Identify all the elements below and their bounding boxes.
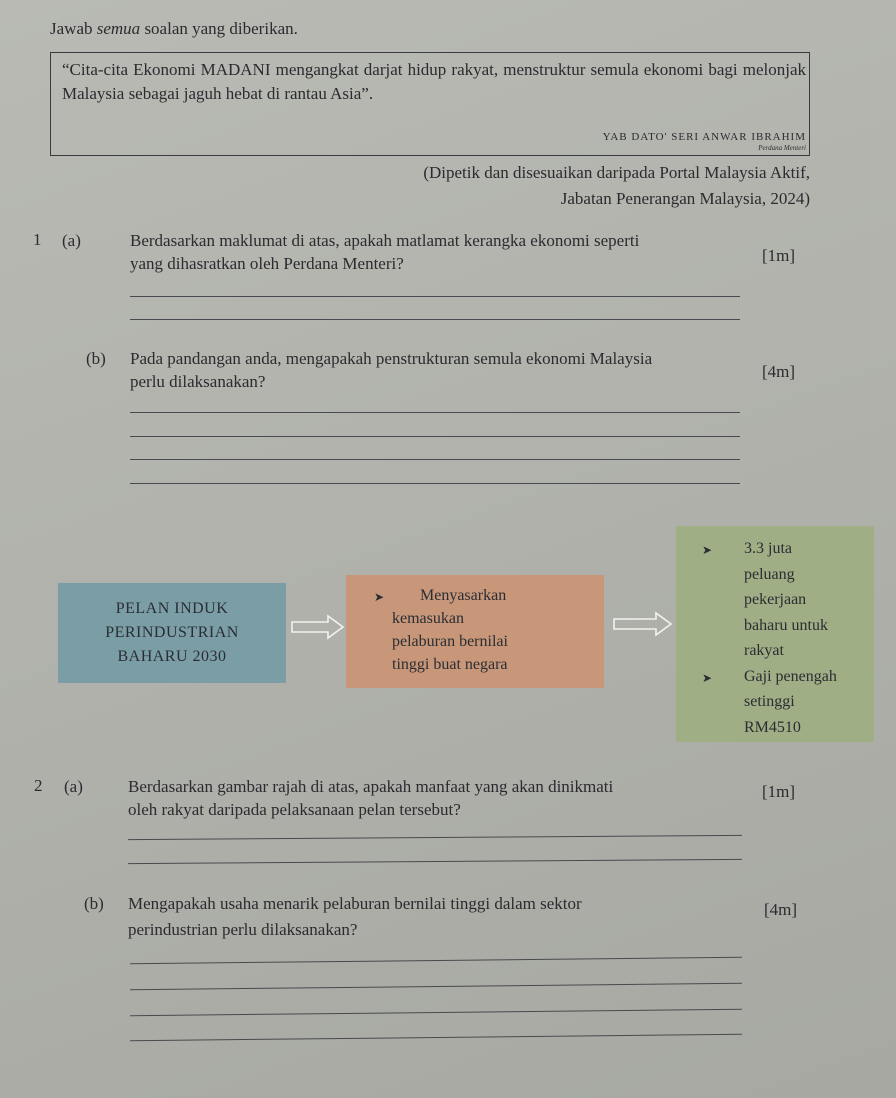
instruction-emphasis: semua — [96, 19, 141, 38]
answer-line[interactable] — [130, 983, 742, 990]
arrowhead-bullet-icon: ➤ — [702, 543, 713, 557]
source-line-2: Jabatan Penerangan Malaysia, 2024) — [560, 189, 810, 208]
answer-line[interactable] — [130, 483, 740, 484]
instruction-text: Jawab semua soalan yang diberikan. — [50, 19, 298, 38]
question-2-number: 2 — [34, 776, 43, 795]
question-1b-line-2: perlu dilaksanakan? — [130, 372, 266, 391]
diagram-box-plan — [58, 583, 286, 683]
answer-line[interactable] — [130, 296, 740, 297]
diagram-benefit-line: 3.3 juta — [744, 540, 792, 557]
diagram-benefit-line: RM4510 — [744, 718, 801, 736]
diagram-box-target-line: Menyasarkan — [420, 587, 507, 604]
answer-line[interactable] — [130, 319, 740, 320]
flow-arrow-icon — [612, 611, 674, 637]
diagram-benefit-line: Gaji penengah — [744, 667, 837, 685]
answer-line[interactable] — [128, 859, 742, 864]
question-1a-line-2: yang dihasratkan oleh Perdana Menteri? — [130, 254, 404, 273]
question-1a-marks: [1m] — [762, 246, 796, 265]
diagram-benefit-line: setinggi — [744, 693, 795, 710]
question-1b-marks: [4m] — [762, 362, 796, 381]
diagram-box-target-line: pelaburan bernilai — [392, 633, 508, 650]
question-1a-line-1: Berdasarkan maklumat di atas, apakah matlamat kerangka ekonomi seperti — [130, 231, 640, 250]
quote-author-title: Perdana Menteri — [758, 144, 806, 152]
question-2a-line-1: Berdasarkan gambar rajah di atas, apakah manfaat yang akan dinikmati — [128, 777, 614, 796]
answer-line[interactable] — [130, 1009, 742, 1016]
answer-line[interactable] — [128, 835, 742, 840]
flow-arrow-icon — [290, 614, 346, 640]
diagram-box-target — [346, 575, 604, 688]
quote-text: “Cita-cita Ekonomi MADANI mengangkat darjat hidup rakyat, menstruktur semula ekonomi bagi melonjak Malaysia sebagai jaguh hebat di rantau Asia”. — [62, 60, 806, 103]
answer-line[interactable] — [130, 459, 740, 460]
answer-line[interactable] — [130, 957, 742, 964]
diagram-box-plan-line: PERINDUSTRIAN — [105, 624, 239, 641]
answer-line[interactable] — [130, 412, 740, 413]
diagram-box-benefits — [676, 526, 874, 742]
quote-author: YAB DATO' SERI ANWAR IBRAHIM — [602, 131, 806, 143]
question-2b-label: (b) — [84, 894, 104, 913]
question-1b-label: (b) — [86, 349, 106, 368]
arrowhead-bullet-icon: ➤ — [702, 671, 713, 685]
answer-line[interactable] — [130, 436, 740, 437]
question-1-number: 1 — [33, 230, 42, 249]
question-1b-line-1: Pada pandangan anda, mengapakah penstrukturan semula ekonomi Malaysia — [130, 349, 653, 368]
question-2a-line-2: oleh rakyat daripada pelaksanaan pelan tersebut? — [128, 800, 461, 819]
source-line-1: (Dipetik dan disesuaikan daripada Portal Malaysia Aktif, — [423, 163, 810, 182]
question-2a-marks: [1m] — [762, 782, 796, 801]
diagram-box-target-line: kemasukan — [392, 610, 464, 627]
diagram-benefit-line: rakyat — [744, 642, 784, 659]
question-2a-label: (a) — [64, 777, 83, 796]
answer-line[interactable] — [130, 1034, 742, 1041]
question-2b-line-2: perindustrian perlu dilaksanakan? — [128, 920, 358, 939]
diagram-box-target-line: tinggi buat negara — [392, 656, 508, 673]
diagram-benefit-line: baharu untuk — [744, 616, 828, 634]
arrowhead-bullet-icon: ➤ — [374, 590, 385, 604]
diagram-benefit-line: peluang — [744, 565, 795, 583]
diagram-benefit-line: pekerjaan — [744, 591, 807, 608]
question-1a-label: (a) — [62, 231, 81, 250]
diagram-box-plan-line: PELAN INDUK — [115, 600, 229, 617]
source-citation — [423, 160, 810, 212]
diagram-box-plan-line: BAHARU 2030 — [117, 648, 227, 665]
question-2b-line-1: Mengapakah usaha menarik pelaburan bernilai tinggi dalam sektor — [128, 894, 582, 913]
question-2b-marks: [4m] — [764, 900, 798, 919]
